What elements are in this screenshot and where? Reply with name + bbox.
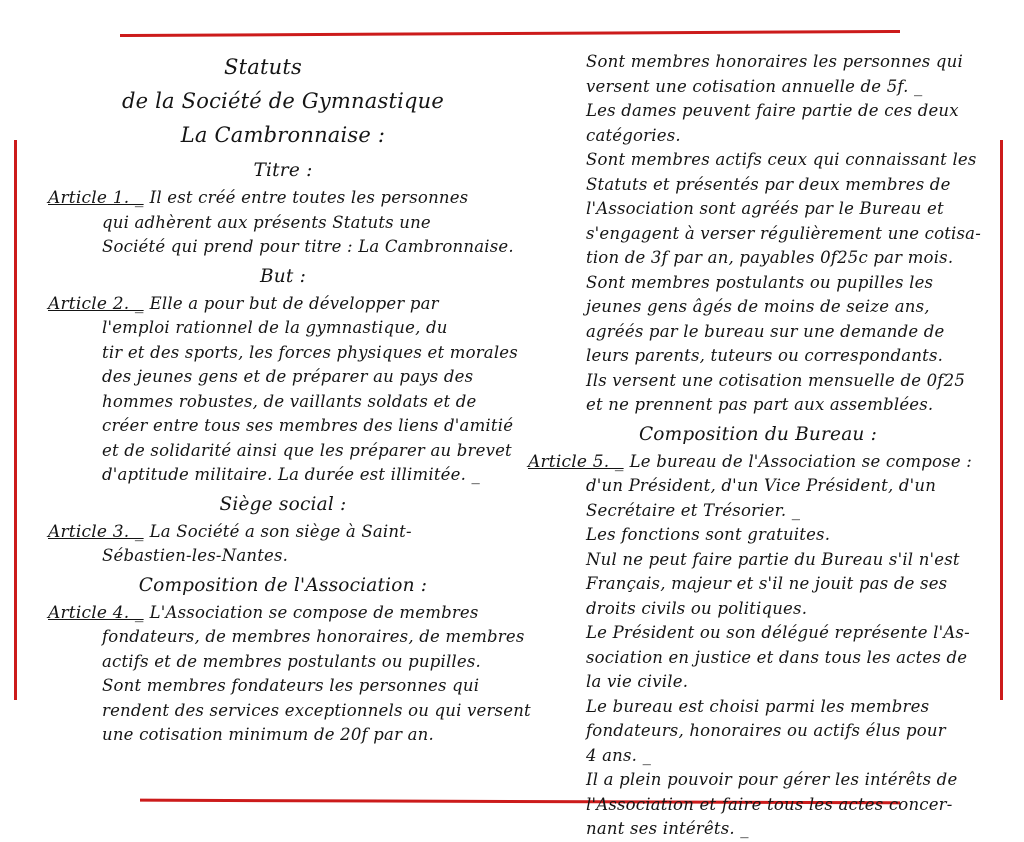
article-text-line: Il est créé entre toutes les personnes <box>149 188 469 207</box>
article-text-line: Le Président ou son délégué représente l'As- <box>586 623 970 642</box>
article-text-line: la vie civile. <box>586 672 689 691</box>
article-2 <box>48 292 518 488</box>
text-line: agréés par le bureau sur une demande de <box>586 321 945 341</box>
article-text-line: Français, majeur et s'il ne jouit pas de ses <box>586 574 948 593</box>
red-border-left <box>14 140 17 700</box>
article-text-line: une cotisation minimum de 20f par an. <box>102 725 434 744</box>
article-text-line: Elle a pour but de développer par <box>149 293 439 313</box>
article-text-line: Le bureau est choisi parmi les membres <box>586 696 930 716</box>
section-heading-but: But : <box>259 265 307 287</box>
article-text-line: La Société a son siège à Saint- <box>149 521 412 541</box>
article-text-line: sociation en justice et dans tous les actes de <box>586 647 968 667</box>
article-text-line: Sont membres fondateurs les personnes qui <box>102 676 480 695</box>
title-line: La Cambronnaise : <box>180 123 386 147</box>
article-label: Article 2. _ <box>48 293 144 314</box>
article-4-continuation <box>528 50 988 418</box>
title-line: Statuts <box>224 55 302 79</box>
article-text-line: actifs et de membres postulants ou pupilles. <box>102 651 481 671</box>
text-line: versent une cotisation annuelle de 5f. _ <box>586 76 923 96</box>
article-text-line: droits civils ou politiques. <box>586 598 808 618</box>
article-text-line: des jeunes gens et de préparer au pays des <box>102 367 474 386</box>
article-text-line: Sébastien-les-Nantes. <box>102 546 289 565</box>
article-text-line: 4 ans. _ <box>586 745 652 765</box>
right-page <box>528 50 988 842</box>
article-label: Article 1. _ <box>48 188 144 208</box>
text-line: leurs parents, tuteurs ou correspondants. <box>586 346 944 365</box>
text-line: Statuts et présentés par deux membres de <box>586 174 951 194</box>
text-line: Les dames peuvent faire partie de ces deux <box>586 101 959 120</box>
section-heading-bureau: Composition du Bureau : <box>638 423 878 445</box>
text-line: catégories. <box>586 125 681 145</box>
text-line: s'engagent à verser régulièrement une cotisa- <box>586 223 981 243</box>
title-line: de la Société de Gymnastique <box>121 89 444 113</box>
text-line: et ne prennent pas part aux assemblées. <box>586 395 934 414</box>
text-line: Sont membres postulants ou pupilles les <box>586 272 934 292</box>
article-text-line: qui adhèrent aux présents Statuts une <box>102 212 431 232</box>
text-line: Sont membres honoraires les personnes qui <box>586 52 963 71</box>
article-text-line: l'emploi rationnel de la gymnastique, du <box>102 318 448 337</box>
left-page <box>48 50 531 748</box>
article-5 <box>528 450 988 842</box>
article-text-line: rendent des services exceptionnels ou qui versent <box>102 700 531 720</box>
article-text-line: tir et des sports, les forces physiques et morales <box>102 342 518 362</box>
article-text-line: fondateurs, de membres honoraires, de membres <box>102 627 525 646</box>
text-line: Ils versent une cotisation mensuelle de 0f25 <box>586 370 966 390</box>
article-text-line: et de solidarité ainsi que les préparer au brevet <box>102 440 512 460</box>
article-label: Article 5. _ <box>528 451 624 472</box>
article-text-line: nant ses intérêts. _ <box>586 819 749 838</box>
red-border-top <box>120 30 900 37</box>
red-border-right <box>1000 140 1003 700</box>
article-text-line: Les fonctions sont gratuites. <box>586 525 831 544</box>
article-text-line: Secrétaire et Trésorier. _ <box>586 500 801 520</box>
article-text-line: hommes robustes, de vaillants soldats et de <box>102 391 477 411</box>
text-line: Sont membres actifs ceux qui connaissant les <box>586 150 977 169</box>
section-heading-composition: Composition de l'Association : <box>138 574 428 596</box>
section-heading-titre: Titre : <box>253 160 313 181</box>
article-text-line: L'Association se compose de membres <box>149 602 479 622</box>
document-title <box>48 50 518 152</box>
article-text-line: fondateurs, honoraires ou actifs élus pour <box>586 721 946 740</box>
article-text-line: d'aptitude militaire. La durée est illimitée. _ <box>102 465 480 484</box>
article-text-line: Nul ne peut faire partie du Bureau s'il n'est <box>586 549 960 569</box>
text-line: jeunes gens âgés de moins de seize ans, <box>586 297 930 316</box>
article-1 <box>48 186 518 260</box>
article-text-line: d'un Président, d'un Vice Président, d'un <box>586 476 937 495</box>
article-text-line: Société qui prend pour titre : La Cambronnaise. <box>102 237 514 256</box>
text-line: tion de 3f par an, payables 0f25c par mois. <box>586 248 954 267</box>
section-heading-siege: Siège social : <box>219 493 347 515</box>
article-text-line: Le bureau de l'Association se compose : <box>629 451 973 471</box>
article-label: Article 3. _ <box>48 521 144 542</box>
article-text-line: créer entre tous ses membres des liens d'amitié <box>102 416 514 435</box>
article-text-line: Il a plein pouvoir pour gérer les intérêts de <box>586 770 958 789</box>
article-text-line: l'Association et faire tous les actes concer- <box>586 794 953 814</box>
article-label: Article 4. _ <box>48 602 144 623</box>
text-line: l'Association sont agréés par le Bureau et <box>586 199 944 218</box>
article-4 <box>48 601 531 748</box>
article-3 <box>48 520 518 569</box>
